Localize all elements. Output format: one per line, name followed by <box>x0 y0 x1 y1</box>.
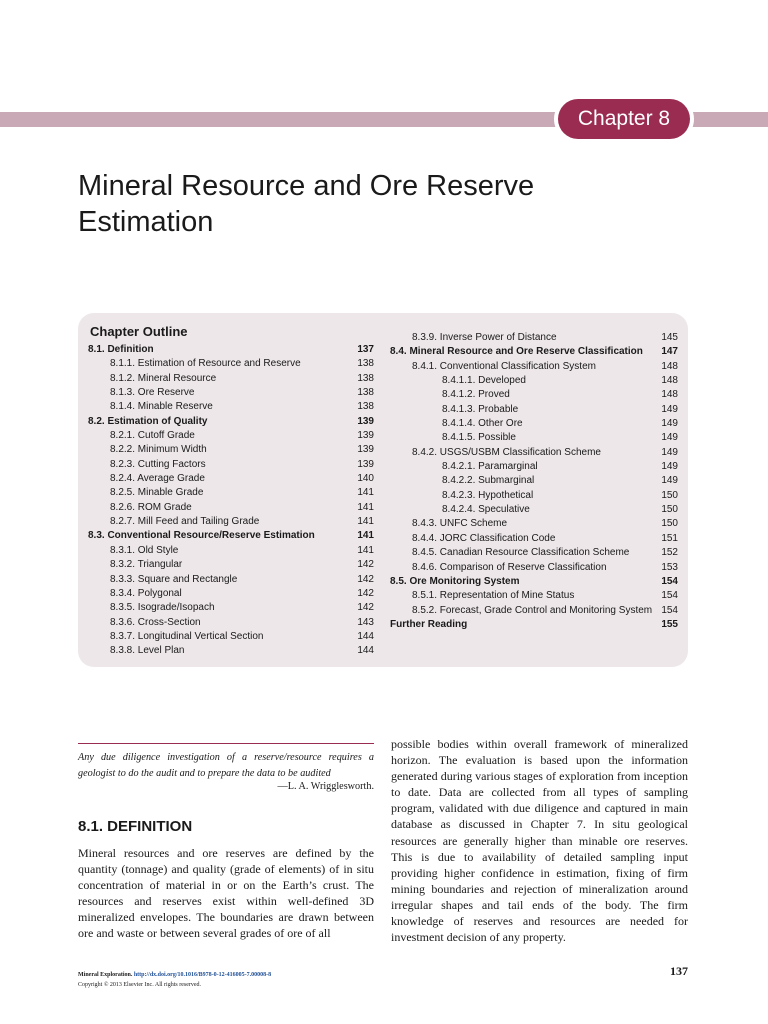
outline-entry-label: 8.2.3. Cutting Factors <box>110 458 206 470</box>
outline-entry-label: 8.3.4. Polygonal <box>110 587 182 599</box>
outline-entry[interactable] <box>88 415 374 429</box>
outline-entry-page: 149 <box>661 418 678 430</box>
outline-entry-page: 147 <box>661 346 678 358</box>
outline-entry-page: 152 <box>661 547 678 559</box>
outline-entry-page: 148 <box>661 389 678 401</box>
outline-entry-label: 8.4.2.1. Paramarginal <box>442 461 538 473</box>
outline-entry[interactable] <box>88 357 374 371</box>
outline-entry-page: 141 <box>357 530 374 542</box>
outline-entry[interactable] <box>390 360 678 374</box>
outline-entry-page: 142 <box>357 587 374 599</box>
outline-entry-page: 141 <box>357 487 374 499</box>
outline-entry-page: 151 <box>661 532 678 544</box>
outline-entry-page: 149 <box>661 475 678 487</box>
outline-entry-label: 8.2.4. Average Grade <box>110 473 205 485</box>
outline-entry-page: 139 <box>357 415 374 427</box>
outline-entry[interactable] <box>390 561 678 575</box>
copyright-notice: Copyright © 2013 Elsevier Inc. All rights reserved. <box>78 982 202 988</box>
outline-entry-page: 139 <box>357 458 374 470</box>
chapter-title-line1: Mineral Resource and Ore Reserve <box>78 170 535 202</box>
outline-entry[interactable] <box>390 503 678 517</box>
outline-entry-label: 8.1.2. Mineral Resource <box>110 372 217 384</box>
outline-entry-page: 148 <box>661 360 678 372</box>
outline-entry-page: 142 <box>357 602 374 614</box>
outline-entry-label: 8.4.2.3. Hypothetical <box>442 489 534 501</box>
outline-entry[interactable] <box>88 372 374 386</box>
epigraph-rule <box>78 743 374 744</box>
outline-entry[interactable] <box>390 388 678 402</box>
book-title: Mineral Exploration. <box>78 972 133 978</box>
outline-entry[interactable] <box>88 486 374 500</box>
outline-entry-label: 8.4.1.1. Developed <box>442 375 526 387</box>
outline-entry[interactable] <box>88 616 374 630</box>
outline-entry-label: 8.3.8. Level Plan <box>110 645 185 657</box>
outline-entry-page: 144 <box>357 645 374 657</box>
outline-entry[interactable] <box>390 460 678 474</box>
outline-entry-label: 8.5.1. Representation of Mine Status <box>412 590 575 602</box>
outline-entry-label: 8.1. Definition <box>88 344 154 355</box>
outline-entry-label: 8.3.9. Inverse Power of Distance <box>412 332 557 343</box>
outline-entry[interactable] <box>390 532 678 546</box>
outline-entry-page: 155 <box>661 618 678 630</box>
outline-entry-label: 8.2.1. Cutoff Grade <box>110 430 195 442</box>
outline-left-column <box>88 343 374 659</box>
outline-entry-label: 8.4. Mineral Resource and Ore Reserve Classification <box>390 346 643 358</box>
outline-entry-label: 8.2.5. Minable Grade <box>110 487 204 499</box>
outline-entry[interactable] <box>88 501 374 515</box>
outline-entry[interactable] <box>390 417 678 431</box>
outline-entry-label: 8.2.6. ROM Grade <box>110 501 192 513</box>
outline-entry-page: 138 <box>357 372 374 384</box>
outline-entry-page: 150 <box>661 489 678 501</box>
outline-entry[interactable] <box>88 443 374 457</box>
outline-entry[interactable] <box>390 431 678 445</box>
outline-entry[interactable] <box>88 458 374 472</box>
outline-entry-label: 8.5.2. Forecast, Grade Control and Monitoring System <box>412 604 653 616</box>
outline-entry-label: 8.4.1.2. Proved <box>442 389 510 401</box>
outline-entry-label: 8.3.2. Triangular <box>110 559 183 571</box>
outline-entry-label: 8.4.1.5. Possible <box>442 432 516 444</box>
outline-entry-page: 142 <box>357 559 374 571</box>
outline-entry[interactable] <box>390 446 678 460</box>
outline-entry-label: 8.4.2.2. Submarginal <box>442 475 535 487</box>
outline-entry-page: 137 <box>357 344 374 355</box>
chapter-title-line2: Estimation <box>78 206 214 238</box>
outline-entry-page: 138 <box>357 387 374 399</box>
section-heading: 8.1. DEFINITION <box>78 818 193 835</box>
outline-entry-label: 8.3.1. Old Style <box>110 544 179 556</box>
chapter-title <box>78 168 678 240</box>
outline-entry[interactable] <box>88 601 374 615</box>
outline-entry[interactable] <box>88 587 374 601</box>
outline-entry-label: 8.1.1. Estimation of Resource and Reserve <box>110 358 301 370</box>
outline-entry[interactable] <box>88 429 374 443</box>
doi-link[interactable]: http://dx.doi.org/10.1016/B978-0-12-416005-7.00008-8 <box>133 972 272 978</box>
outline-right-column <box>390 331 678 632</box>
outline-entry[interactable] <box>88 630 374 644</box>
body-paragraph-right: possible bodies within overall framework of mineralized horizon. The evaluation is based upon the information generated during various stages of exploration from inception to date. Data are collected from all types of sampling program, validated with due diligence and captured in main database as discussed in Chapter 7. In situ geological resources are generally higher than minable ore reserves. This is due to availability of detailed sampling input providing higher confidence in estimation, fixing of firm mining boundaries and rejection of mineralization around irregular shapes and tail ends of the body. The firm knowledge of reserves and resources are needed for investment decision of any property. <box>391 737 688 945</box>
chapter-outline-box <box>78 313 688 667</box>
epigraph-author: —L. A. Wrigglesworth. <box>277 781 374 792</box>
outline-entry-label: 8.1.3. Ore Reserve <box>110 387 195 399</box>
outline-entry-page: 150 <box>661 504 678 516</box>
outline-entry[interactable] <box>88 558 374 572</box>
outline-entry-label: 8.3.6. Cross-Section <box>110 616 201 628</box>
outline-entry-page: 141 <box>357 516 374 528</box>
outline-entry[interactable] <box>88 573 374 587</box>
outline-entry[interactable] <box>390 589 678 603</box>
footer-source <box>78 972 271 978</box>
body-paragraph-left: Mineral resources and ore reserves are defined by the quantity (tonnage) and quality (grade of elements) of in situ concentration of material in or on the Earth’s crust. The resources and reserves exist within well-defined 3D mineralized envelopes. The boundaries are drawn between ore and waste or between several grades of ore of all <box>78 846 374 941</box>
outline-entry-label: 8.4.1. Conventional Classification System <box>412 360 596 372</box>
outline-entry-page: 154 <box>661 575 678 587</box>
outline-entry-page: 139 <box>357 430 374 442</box>
outline-entry[interactable] <box>390 331 678 345</box>
outline-entry[interactable] <box>88 544 374 558</box>
outline-entry[interactable] <box>88 343 374 357</box>
chapter-label: Chapter 8 <box>558 99 690 139</box>
outline-entry-label: Further Reading <box>390 618 468 630</box>
outline-entry[interactable] <box>88 400 374 414</box>
outline-entry-label: 8.3.5. Isograde/Isopach <box>110 602 215 614</box>
outline-entry-page: 150 <box>661 518 678 530</box>
outline-entry-label: 8.4.3. UNFC Scheme <box>412 518 508 530</box>
outline-entry-page: 149 <box>661 446 678 458</box>
outline-entry-page: 140 <box>357 473 374 485</box>
outline-entry[interactable] <box>390 403 678 417</box>
outline-entry-page: 144 <box>357 630 374 642</box>
outline-entry-page: 154 <box>661 604 678 616</box>
outline-entry-label: 8.2.7. Mill Feed and Tailing Grade <box>110 516 260 528</box>
outline-entry[interactable] <box>88 529 374 543</box>
outline-entry[interactable] <box>390 575 678 589</box>
outline-entry[interactable] <box>88 644 374 658</box>
outline-entry-label: 8.2.2. Minimum Width <box>110 444 207 456</box>
outline-entry-label: 8.4.6. Comparison of Reserve Classification <box>412 561 607 573</box>
outline-entry-page: 148 <box>661 375 678 387</box>
outline-entry[interactable] <box>390 618 678 632</box>
outline-entry[interactable] <box>88 472 374 486</box>
outline-entry[interactable] <box>88 386 374 400</box>
outline-entry-page: 149 <box>661 432 678 444</box>
outline-entry-page: 149 <box>661 461 678 473</box>
outline-entry-page: 142 <box>357 573 374 585</box>
outline-entry-label: 8.3.7. Longitudinal Vertical Section <box>110 630 264 642</box>
outline-entry-label: 8.3.3. Square and Rectangle <box>110 573 238 585</box>
outline-entry-label: 8.2. Estimation of Quality <box>88 415 208 427</box>
outline-entry-label: 8.4.2. USGS/USBM Classification Scheme <box>412 446 601 458</box>
outline-entry[interactable] <box>390 489 678 503</box>
outline-entry-page: 149 <box>661 403 678 415</box>
outline-entry-page: 145 <box>661 332 678 343</box>
outline-entry-label: 8.3. Conventional Resource/Reserve Estimation <box>88 530 315 542</box>
outline-entry-page: 138 <box>357 358 374 370</box>
outline-entry-label: 8.5. Ore Monitoring System <box>390 575 520 587</box>
outline-entry-label: 8.4.2.4. Speculative <box>442 504 530 516</box>
outline-entry[interactable] <box>390 546 678 560</box>
outline-entry-label: 8.1.4. Minable Reserve <box>110 401 213 413</box>
outline-entry[interactable] <box>390 604 678 618</box>
outline-entry-page: 153 <box>661 561 678 573</box>
outline-entry[interactable] <box>390 517 678 531</box>
outline-entry[interactable] <box>390 374 678 388</box>
outline-entry-page: 141 <box>357 544 374 556</box>
outline-entry-page: 141 <box>357 501 374 513</box>
outline-entry[interactable] <box>390 474 678 488</box>
outline-entry-page: 154 <box>661 590 678 602</box>
epigraph-quote: Any due diligence investigation of a reserve/resource requires a geologist to do the audit and to prepare the data to be audited <box>78 752 374 779</box>
outline-entry-label: 8.4.5. Canadian Resource Classification Scheme <box>412 547 630 559</box>
page-number: 137 <box>670 964 688 978</box>
outline-entry[interactable] <box>390 345 678 359</box>
outline-entry-page: 143 <box>357 616 374 628</box>
outline-heading: Chapter Outline <box>90 324 188 339</box>
outline-entry-page: 139 <box>357 444 374 456</box>
outline-entry-label: 8.4.1.3. Probable <box>442 403 519 415</box>
outline-entry-label: 8.4.4. JORC Classification Code <box>412 532 556 544</box>
outline-entry[interactable] <box>88 515 374 529</box>
outline-entry-label: 8.4.1.4. Other Ore <box>442 418 523 430</box>
outline-entry-page: 138 <box>357 401 374 413</box>
